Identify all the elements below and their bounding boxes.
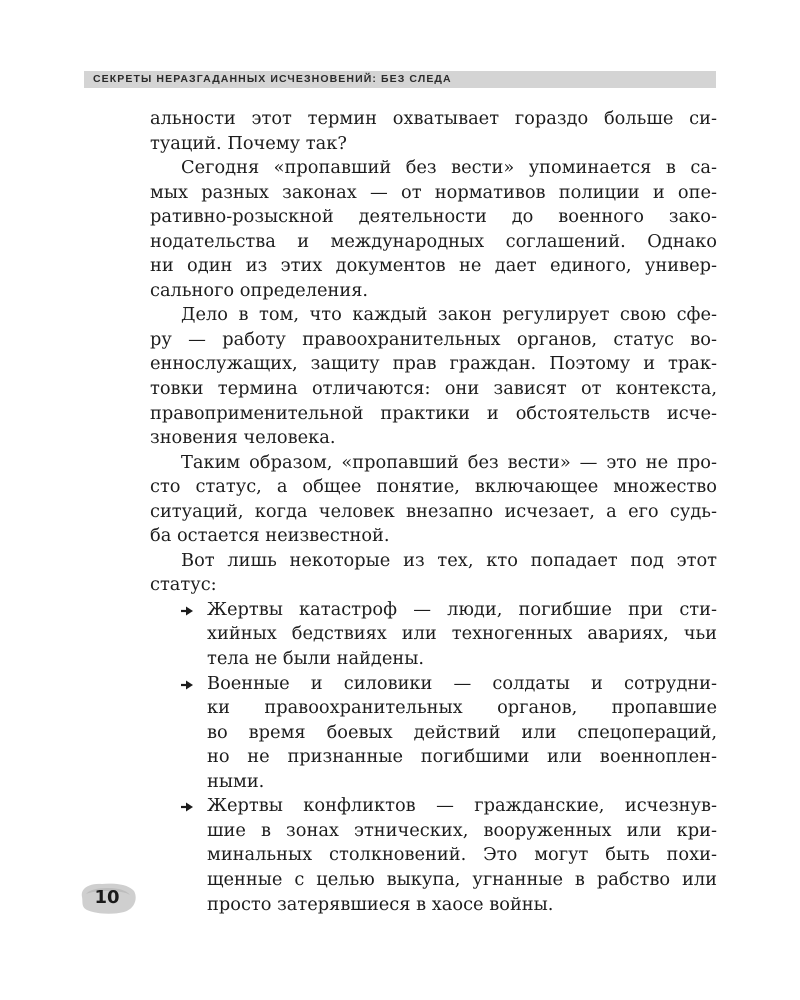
list-item: [150, 598, 717, 672]
text-line: хийных бедствиях или техногенных авариях, чьи: [207, 623, 717, 645]
text-line: альности этот термин охватывает гораздо больше си-: [150, 108, 717, 129]
body-text: [150, 107, 717, 917]
text-line: ки правоохранительных органов, пропавшие: [207, 697, 717, 719]
paragraph: [150, 451, 717, 549]
paragraph: [150, 156, 717, 303]
paragraph: [150, 107, 717, 156]
text-line: тела не были найдены.: [207, 648, 425, 670]
text-line: щенные с целью выкупа, угнанные в рабство или: [207, 868, 717, 890]
text-line: ру — работу правоохранительных органов, статус во-: [150, 328, 717, 350]
text-line: минальных столкновений. Это могут быть похи-: [207, 844, 717, 866]
arrow-right-icon: [180, 796, 194, 816]
arrow-right-icon: [180, 674, 194, 694]
text-line: Жертвы конфликтов — гражданские, исчезнув-: [207, 795, 717, 817]
text-line: еннослужащих, защиту прав граждан. Поэтому и трак-: [150, 353, 717, 375]
text-line: но не признанные погибшими или военноплен-: [207, 746, 717, 768]
text-line: правоприменительной практики и обстоятельств исче-: [150, 402, 717, 424]
text-line: ративно-розыскной деятельности до военного зако-: [150, 206, 717, 228]
text-line: статус:: [150, 574, 217, 596]
text-line: мых разных законах — от нормативов полиции и опе-: [150, 181, 717, 203]
running-header: [84, 71, 716, 88]
text-line: Вот лишь некоторые из тех, кто попадает под этот: [181, 549, 717, 571]
text-line: Таким образом, «пропавший без вести» — это не про-: [181, 451, 717, 473]
text-line: туаций. Почему так?: [150, 132, 347, 154]
paragraph: [150, 549, 717, 598]
text-line: Дело в том, что каждый закон регулирует свою сфе-: [181, 304, 717, 326]
text-line: шие в зонах этнических, вооруженных или кри-: [207, 819, 717, 841]
running-header-title: СЕКРЕТЫ НЕРАЗГАДАННЫХ ИСЧЕЗНОВЕНИЙ: БЕЗ СЛЕДА: [93, 73, 452, 85]
text-line: товки термина отличаются: они зависят от контекста,: [150, 378, 717, 400]
text-line: ситуаций, когда человек внезапно исчезает, а его судь-: [150, 500, 717, 522]
text-line: ни один из этих документов не дает единого, универ-: [150, 255, 717, 277]
text-line: Военные и силовики — солдаты и сотрудни-: [207, 672, 717, 694]
text-line: просто затерявшиеся в хаосе войны.: [207, 893, 554, 915]
arrow-right-icon: [180, 600, 194, 620]
paragraph: [150, 303, 717, 450]
text-line: ными.: [207, 770, 265, 792]
text-line: во время боевых действий или спецопераций,: [207, 721, 717, 743]
text-line: зновения человека.: [150, 427, 336, 449]
text-line: нодательства и международных соглашений. Однако: [150, 230, 717, 252]
text-line: Сегодня «пропавший без вести» упоминается в са-: [181, 157, 717, 179]
text-line: ба остается неизвестной.: [150, 525, 390, 547]
text-line: Жертвы катастроф — люди, погибшие при сти-: [207, 598, 717, 620]
list-item: [150, 672, 717, 795]
page-number: 10: [94, 887, 120, 908]
text-line: сто статус, а общее понятие, включающее множество: [150, 476, 717, 498]
list-item: [150, 794, 717, 917]
page-number-badge: [76, 880, 138, 916]
text-line: сального определения.: [150, 279, 369, 301]
